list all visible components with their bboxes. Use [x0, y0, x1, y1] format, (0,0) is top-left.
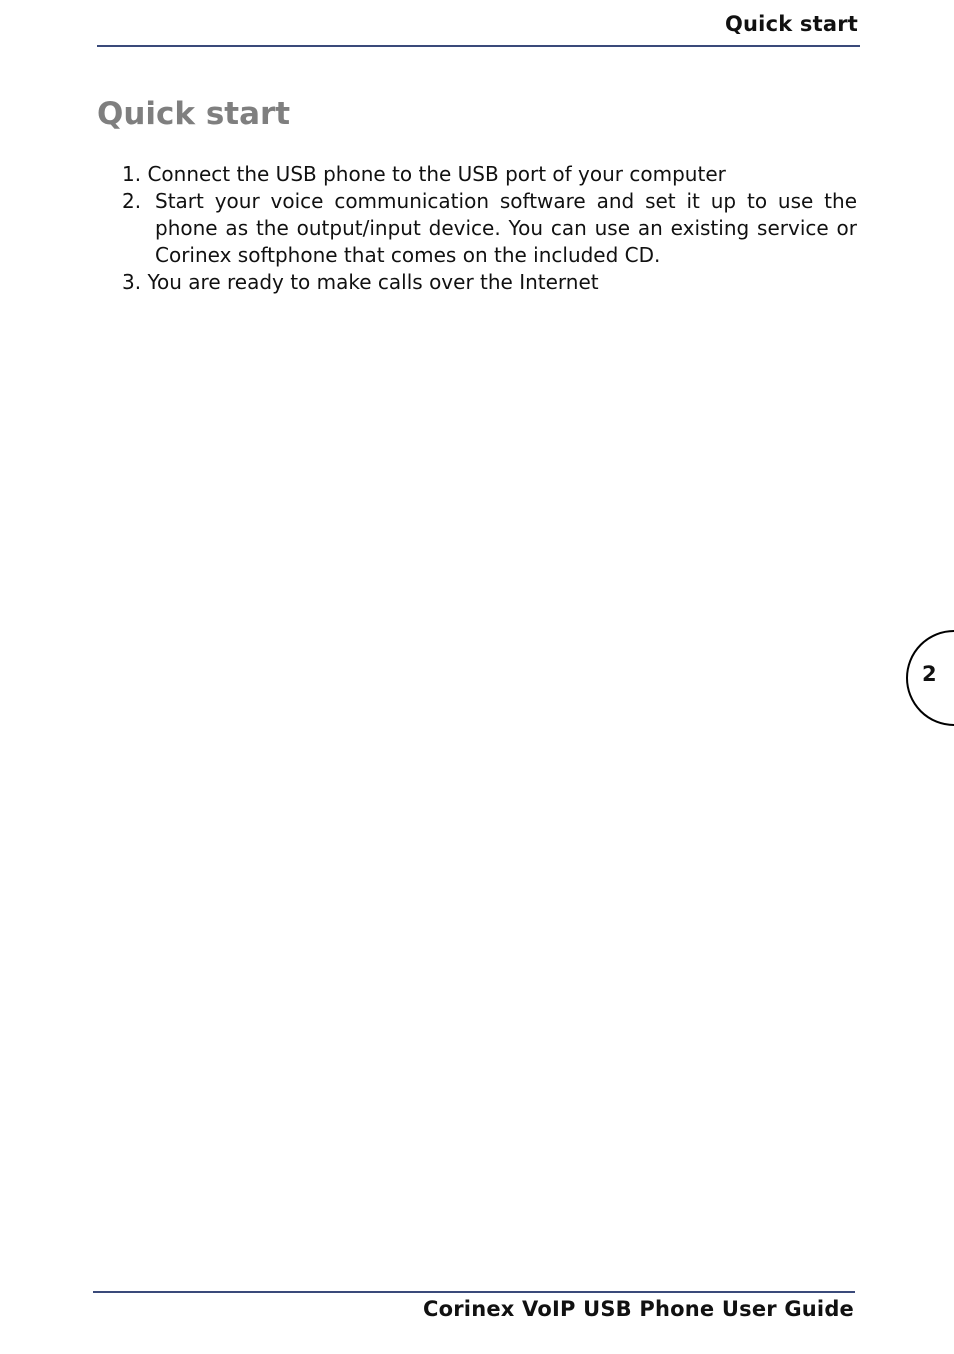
running-footer: Corinex VoIP USB Phone User Guide [423, 1297, 854, 1321]
header-rule [97, 45, 860, 47]
step-number: 2. [122, 189, 142, 213]
footer-rule [93, 1291, 855, 1293]
list-item [122, 269, 857, 296]
step-number: 1. [122, 162, 148, 186]
steps-list [122, 161, 857, 296]
list-item [122, 161, 857, 188]
step-text: Start your voice communication software and set it up to use the phone as the output/input device. You can use an existing service or Corinex softphone that comes on the included CD. [155, 189, 857, 267]
chapter-number: 2 [922, 662, 937, 686]
running-header: Quick start [724, 12, 858, 36]
list-item [122, 188, 857, 269]
step-text: You are ready to make calls over the Internet [147, 270, 599, 294]
page-title: Quick start [97, 96, 291, 132]
step-text: Connect the USB phone to the USB port of your computer [147, 162, 726, 186]
step-number: 3. [122, 270, 148, 294]
